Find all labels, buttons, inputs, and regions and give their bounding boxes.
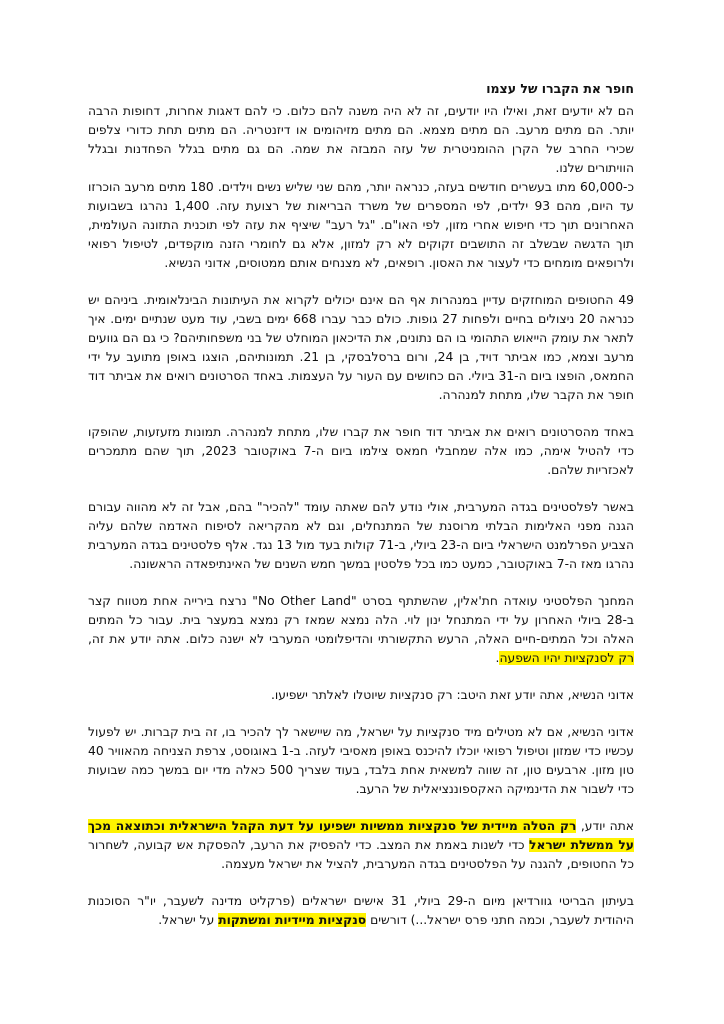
paragraph-text: . — [495, 651, 500, 665]
paragraph-text: בעיתון הבריטי גוורדיאן מיום ה-29 ביולי, 31 אישים ישראלים (פרקליט מדינה לשעבר, יו"ר הסוכנות היהודית לשעבר, וכמה חתני פרס ישראל...) דורשים — [88, 894, 634, 927]
paragraph-text: אדוני הנשיא, אתה יודע זאת היטב: רק סנקציות שיוטלו לאלתר ישפיעו. — [271, 688, 634, 702]
paragraph-3 — [88, 291, 634, 405]
paragraph-9 — [88, 817, 634, 874]
paragraph-2 — [88, 178, 634, 273]
highlighted-text: רק הטלה מיידית של סנקציות ממשיות ישפיעו על דעת הקהל הישראלית וכתוצאה מכך על ממשלת ישראל — [88, 819, 634, 852]
paragraph-text: אתה יודע, — [576, 819, 634, 833]
paragraph-text: כ-60,000 מתו בעשרים חודשים בעזה, כנראה יותר, מהם שני שליש נשים וילדים. 180 מתים מרעב הוכרזו עד היום, מהם 93 ילדים, לפי המספרים של משרד הבריאות של רצועת עזה. 1,400 נהרגו בשבועות האחרונים תוך כדי חיפוש אחרי מזון, לפי האו"ם. "גל רעב" שיציף את עזה לפי תוכנית התזונה העולמית, תוך הדגשה שבשלב זה התושבים זקוקים לא רק למזון, אלא גם לחומרי הזנה מוקפדים, לטיפול רפואי ולרופאים מומחים כדי לעצור את האסון. רופאים, לא מצנחים אותם ממטוסים, אדוני הנשיא. — [88, 180, 635, 270]
paragraph-text: על ישראל. — [158, 913, 219, 927]
paragraph-7 — [88, 686, 634, 705]
paragraph-8 — [88, 723, 634, 799]
paragraph-6 — [88, 592, 634, 668]
paragraph-1 — [88, 102, 634, 178]
highlighted-text: סנקציות מיידיות ומשתקות — [218, 913, 367, 927]
highlighted-text: רק לסנקציות יהיו השפעה — [499, 651, 634, 665]
paragraph-5 — [88, 498, 634, 574]
paragraph-text: 49 החטופים המוחזקים עדיין במנהרות אף הם אינם יכולים לקרוא את העיתונות הבינלאומית. ביניהם יש כנראה 20 ניצולים בחיים ולפחות 27 גופות. כולם כבר עברו 668 ימים בשבי, עוד מעט שנתיים ימים. איך לתאר את עומק הייאוש התהומי בו הם נתונים, את הדיכאון המוחלט של בני משפחותיהם? כי גם הם גוועים מרעב וצמא, כמו אביתר דויד, בן 24, ורום ברסלבסקי, בן 21. תמונותיהם, הוצגו באופן מתועב על ידי החמאס, הופצו ביום ה-31 ביולי. הם כחושים עם העור על העצמות. באחד הסרטונים רואים את אביתר דוד חופר את הקבר שלו, מתחת למנהרה. — [88, 293, 634, 402]
paragraph-text: המחנך הפלסטיני עואדה חת'אלין, שהשתתף בסרט "No Other Land" נרצח בירייה אחת מטווח קצר ב-28 ביולי האחרון על ידי המתנחל ינון לוי. הלה נמצא שמאז רק נמצא במעצר בית. עבור כל המתים האלה וכל המתים-חיים האלה, הרעש התקשורתי והדיפלומטי המערבי לא ישנה כלום. אתה יודע את זה, — [88, 594, 634, 646]
paragraph-text: באחד מהסרטונים רואים את אביתר דוד חופר את קברו שלו, מתחת למנהרה. תמונות מזעזעות, שהופקו כדי להטיל אימה, כמו אלה שמחבלי חמאס צילמו ביום ה-7 באוקטובר 2023, תוך שהם מתמכרים לאכזריות שלהם. — [88, 425, 634, 477]
document-title: חופר את הקברו של עצמו — [486, 81, 634, 96]
paragraph-text: כדי לשנות באמת את המצב. כדי להפסיק את הרעב, להפסקת אש קבועה, לשחרור כל החטופים, להגנה על הפלסטינים בגדה המערבית, להציל את ישראל מעצמה. — [88, 838, 634, 871]
document-body — [88, 102, 634, 930]
paragraph-text: אדוני הנשיא, אם לא מטילים מיד סנקציות על ישראל, מה שיישאר לך להכיר בו, זה בית קברות. יש לפעול עכשיו כדי שמזון וטיפול רפואי יוכלו להיכנס באופן מאסיבי לעזה. ב-1 באוגוסט, צרפת הצניחה מהאוויר 40 טון מזון. ארבעים טון, זה שווה למשאית אחת בלבד, בעוד שצריך 500 כאלה מדי יום במשך כמה שבועות כדי לשבור את הדינמיקה האקספוננציאלית של הרעב. — [88, 725, 634, 796]
paragraph-text: באשר לפלסטינים בגדה המערבית, אולי נודע להם שאתה עומד "להכיר" בהם, אבל זה לא מהווה עבורם הגנה מפני האלימות הבלתי מרוסנת של המתנחלים, וגם לא מהקריאה לסיפוח האדמה שלהם עליה הצביע הפרלמנט הישראלי ביום ה-23 ביולי, ב-71 קולות בעד מול 13 נגד. אלף פלסטינים בגדה המערבית נהרגו מאז ה-7 באוקטובר, כמעט כמו בכל פלסטין במשך חמש השנים של האינתיפאדה הראשונה. — [88, 500, 634, 571]
paragraph-10 — [88, 892, 634, 930]
paragraph-4 — [88, 423, 634, 480]
paragraph-text: הם לא יודעים זאת, ואילו היו יודעים, זה לא היה משנה להם כלום. כי להם דאגות אחרות, דחופות הרבה יותר. הם מתים מרעב. הם מתים מצמא. הם מתים מזיהומים או דיזנטריה. הם מתים תחת כדורי צלפים שכירי החרב של הקרן ההומניטרית של עזה המבזה את שמה. הם גם מתים בגלל הפחדנות ובגלל הוויתורים שלנו. — [88, 104, 634, 175]
